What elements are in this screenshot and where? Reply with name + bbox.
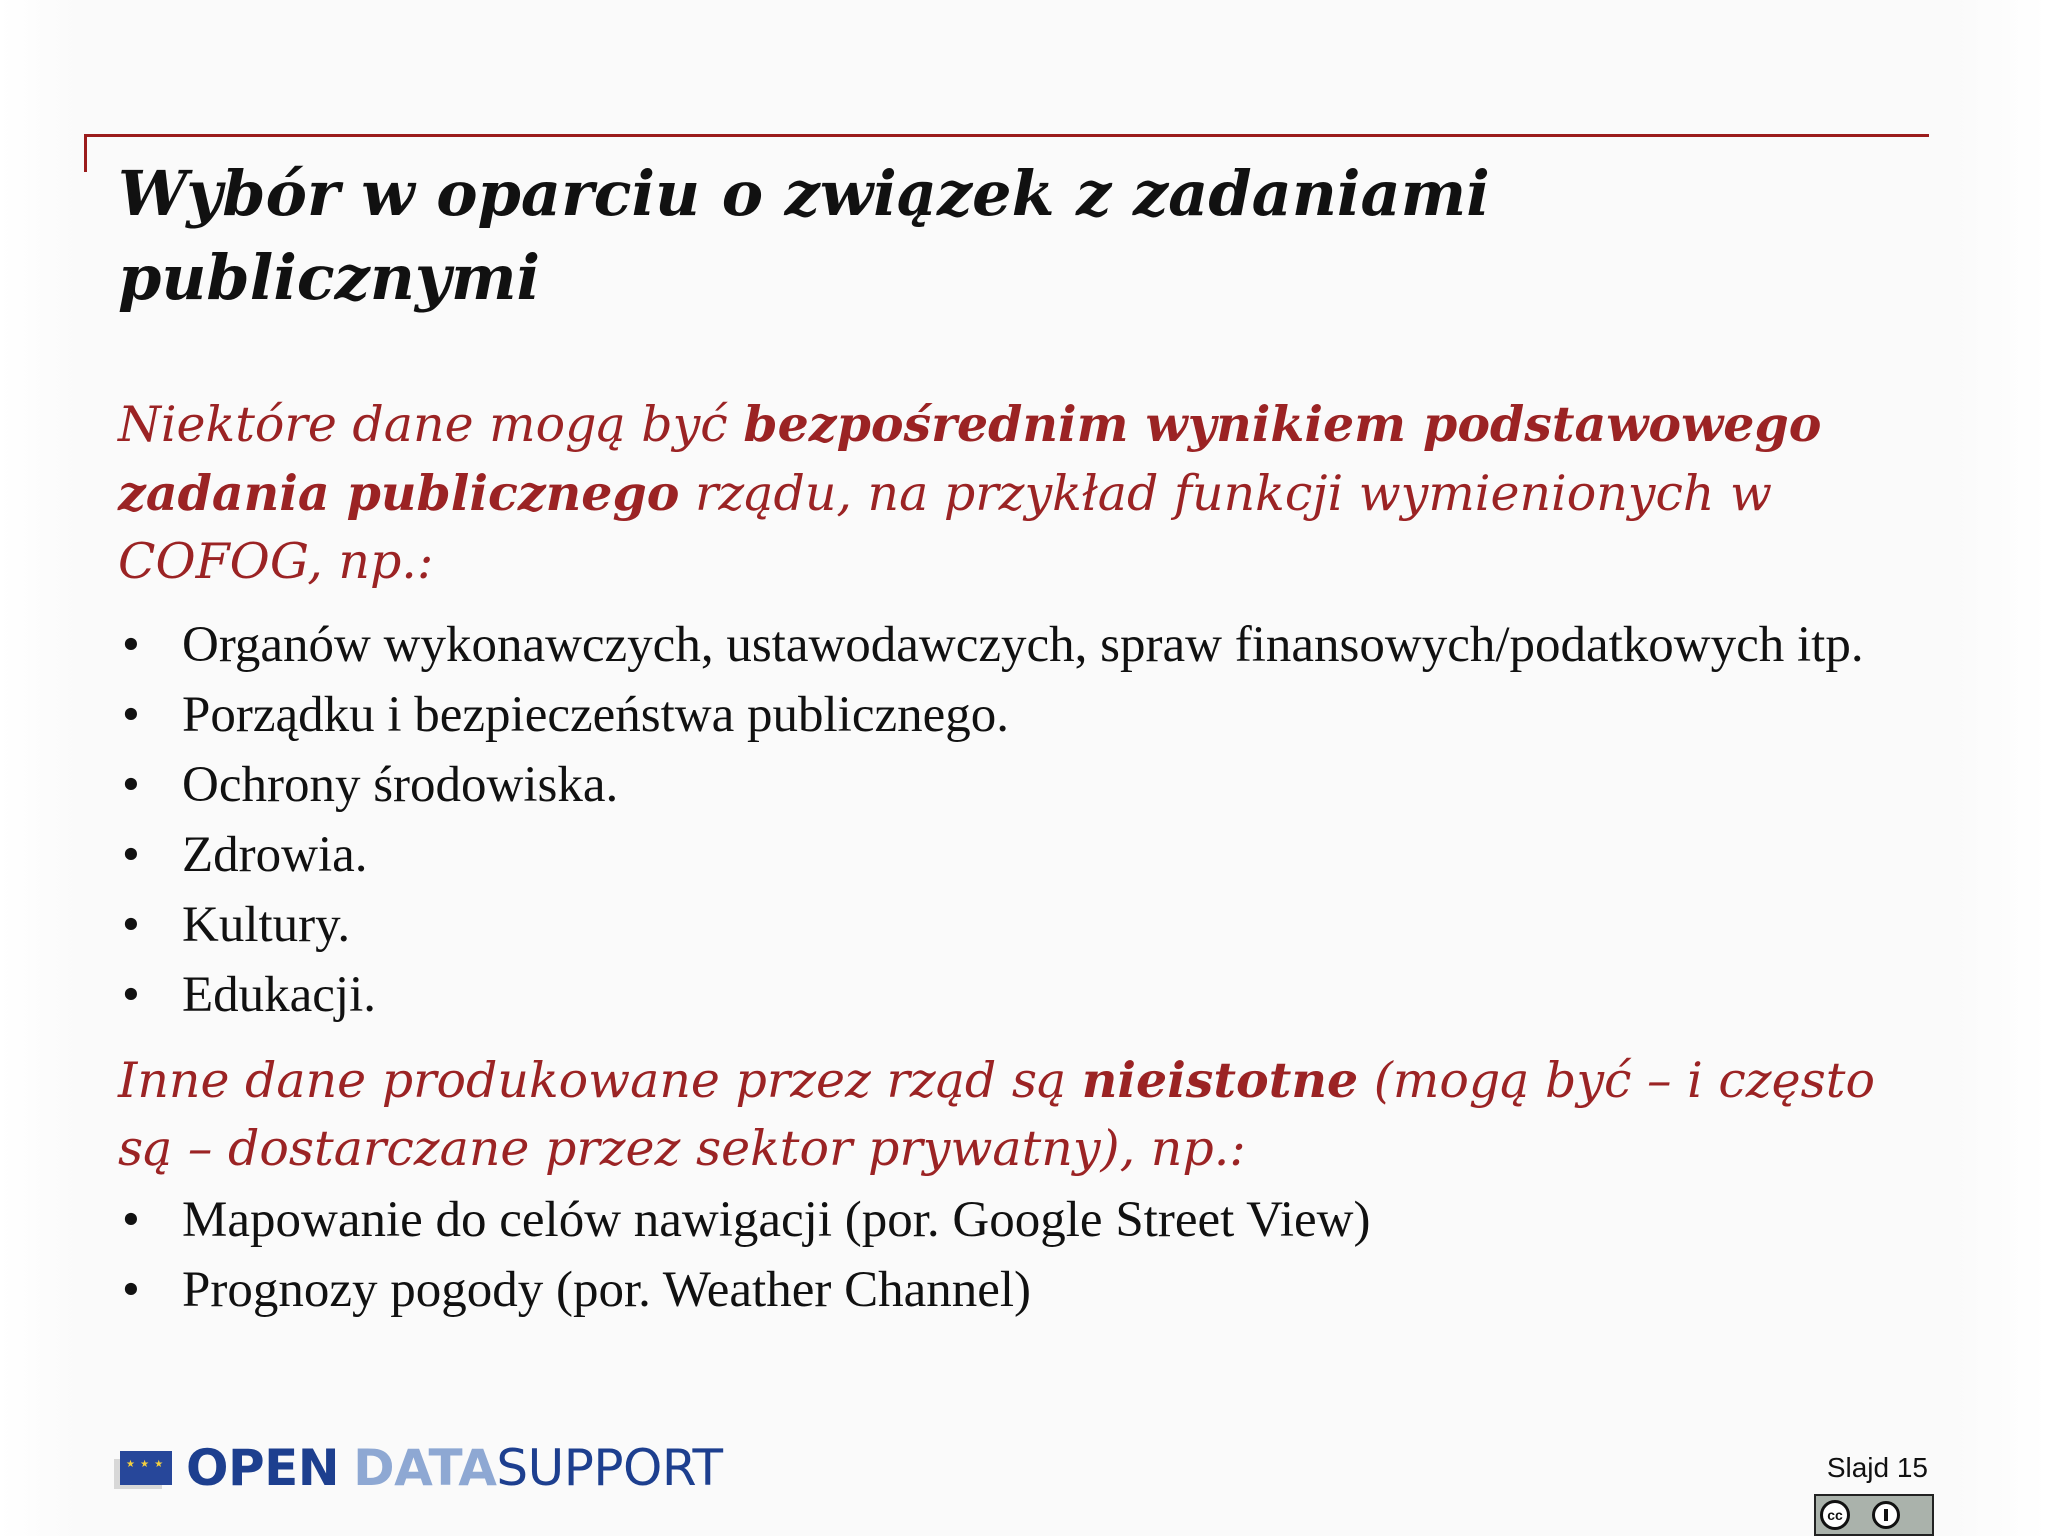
intro-1-pre: Niektóre dane mogą być (118, 396, 744, 453)
brand-word-open: OPEN (186, 1439, 340, 1497)
bullet-icon: • (122, 827, 140, 883)
list-item (118, 1259, 1938, 1321)
intro-1-post: rządu, na przykład funkcji wymienionych w COFOG, np.: (118, 465, 1772, 590)
bullet-icon: • (122, 897, 140, 953)
list-item-text: Zdrowia. (182, 827, 368, 883)
list-item (118, 1189, 1938, 1251)
slide-number: Slajd 15 (1826, 1452, 1928, 1483)
brand-word-data: DATA (353, 1439, 497, 1497)
bullet-icon: • (122, 967, 140, 1023)
list-item (118, 894, 1938, 956)
bullet-list-2 (118, 1189, 1938, 1321)
list-item (118, 754, 1938, 816)
title-rule (84, 134, 1929, 137)
bullet-icon: • (122, 757, 140, 813)
attribution-icon (1872, 1501, 1900, 1529)
intro-paragraph-2 (118, 1046, 1938, 1183)
list-item (118, 684, 1938, 746)
list-item-text: Edukacji. (182, 967, 377, 1023)
list-item-text: Porządku i bezpieczeństwa publicznego. (182, 687, 1010, 743)
list-item (118, 964, 1938, 1026)
open-data-support-logo (120, 1440, 723, 1496)
bullet-icon: • (122, 687, 140, 743)
bullet-icon: • (122, 1262, 140, 1318)
list-item-text: Mapowanie do celów nawigacji (por. Google Street View) (182, 1192, 1371, 1248)
intro-2-emphasis: nieistotne (1081, 1051, 1359, 1109)
cc-icon: cc (1820, 1500, 1850, 1530)
intro-2-pre: Inne dane produkowane przez rząd są (118, 1052, 1082, 1109)
list-item-text: Organów wykonawczych, ustawodawczych, spraw finansowych/podatkowych itp. (182, 617, 1864, 673)
cc-by-icon (1814, 1494, 1934, 1536)
bullet-list-1 (118, 614, 1938, 1026)
title-rule-tick (84, 134, 87, 172)
brand-wordmark (186, 1440, 723, 1496)
list-item-text: Prognozy pogody (por. Weather Channel) (182, 1262, 1032, 1318)
slide-title: Wybór w oparciu o związek z zadaniami publicznymi (118, 157, 1490, 314)
list-item (118, 614, 1938, 676)
brand-word-support: SUPPORT (496, 1439, 723, 1497)
bullet-icon: • (122, 1192, 140, 1248)
intro-1-emphasis: bezpośrednim wynikiem podstawowego zadania publicznego (118, 395, 1822, 522)
intro-2-post: (mogą być – i często są – dostarczane przez sektor prywatny), np.: (118, 1052, 1875, 1177)
list-item-text: Ochrony środowiska. (182, 757, 619, 813)
bullet-icon: • (122, 617, 140, 673)
list-item (118, 824, 1938, 886)
eu-flag-icon (120, 1451, 172, 1485)
intro-paragraph-1 (118, 390, 1938, 596)
slide-content (118, 390, 1938, 1329)
list-item-text: Kultury. (182, 897, 351, 953)
